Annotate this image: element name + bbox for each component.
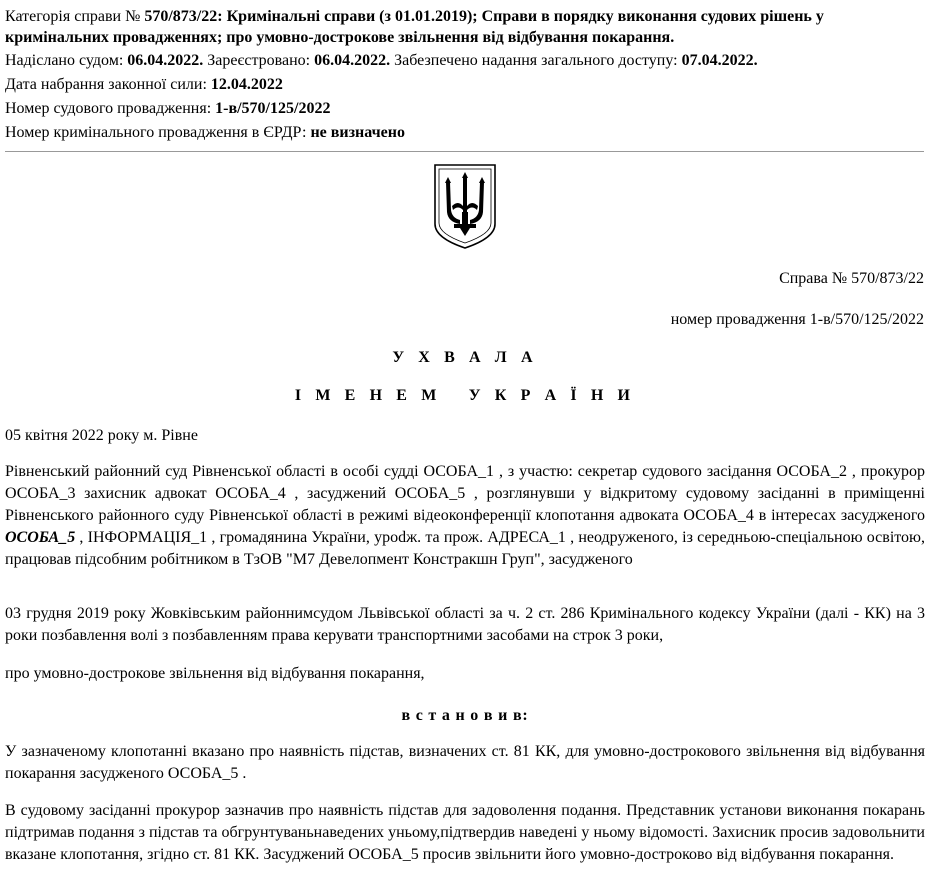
convict-name: ОСОБА_5 bbox=[5, 529, 76, 546]
erdr-number bbox=[5, 122, 925, 143]
force-value: 12.04.2022 bbox=[210, 76, 283, 93]
access-label: Забезпечено надання загального доступу: bbox=[394, 52, 678, 69]
access-value: 07.04.2022. bbox=[681, 52, 758, 69]
registered-value: 06.04.2022. bbox=[314, 52, 391, 69]
date-place: 05 квітня 2022 року м. Рівне bbox=[5, 427, 198, 444]
paragraph-intro bbox=[5, 461, 925, 571]
document-title: У Х В А Л А bbox=[392, 349, 538, 366]
proceeding-value: 1-в/570/125/2022 bbox=[215, 100, 331, 117]
case-category-label: Категорія справи № bbox=[5, 8, 141, 25]
paragraph-hearing: В судовому засіданні прокурор зазначив про наявність підстав для задоволення подання. Представник установи виконання покарань підтримав подання з підстав та обгрунтуваньнаведених уньому,підтвердив наведені у ньому відомості. Захисник просив задовольнити вказане клопотання, згідно ст. 81 КК. Засуджений ОСОБА_5 просив звільнити його умовно-достроково від відбування покарання. bbox=[5, 802, 925, 863]
divider bbox=[5, 151, 924, 152]
proceeding-number: номер провадження 1-в/570/125/2022 bbox=[670, 311, 924, 328]
proceeding-label: Номер судового провадження: bbox=[5, 100, 212, 117]
trident-emblem-icon bbox=[432, 162, 498, 250]
paragraph-intro-text-a: Рівненський районний суд Рівненської області в особі судді ОСОБА_1 , з участю: секретар судового засідання ОСОБА_2 , прокурор ОСОБА_3 захисник адвокат ОСОБА_4 , засуджений ОСОБА_5 , розглянувши у відкритому судовому засіданні в приміщенні Рівненського районного суду Рівненської області в режимі відеоконференції клопотання адвоката ОСОБА_4 в інтересах засудженого bbox=[5, 463, 925, 524]
erdr-value: не визначено bbox=[310, 124, 405, 141]
paragraph-intro-text-b: , ІНФОРМАЦІЯ_1 , громадянина України, урodж. та прож. АДРЕСА_1 , неодруженого, із середньою-спеціальною освітою, працював підсобним робітником в ТзОВ "М7 Девелопмент Констракшн Груп", засудженого bbox=[5, 529, 925, 568]
paragraph-motion: У зазначеному клопотанні вказано про наявність підстав, визначених ст. 81 КК, для умовно-дострокового звільнення від відбування покарання засудженого ОСОБА_5 . bbox=[5, 743, 925, 782]
established-heading: в с т а н о в и в: bbox=[401, 707, 529, 724]
registered-label: Зареєстровано: bbox=[207, 52, 311, 69]
case-number: Справа № 570/873/22 bbox=[779, 270, 924, 287]
case-category bbox=[5, 6, 925, 48]
sent-value: 06.04.2022. bbox=[127, 52, 204, 69]
case-dates bbox=[5, 50, 925, 71]
sent-label: Надіслано судом: bbox=[5, 52, 124, 69]
force-label: Дата набрання законної сили: bbox=[5, 76, 207, 93]
court-proceeding-number bbox=[5, 98, 925, 119]
case-category-value: 570/873/22: Кримінальні справи (з 01.01.2019); Справи в порядку виконання судових рішень у кримінальних провадженнях; про умовно-дострокове звільнення від відбування покарання. bbox=[5, 8, 824, 46]
erdr-label: Номер кримінального провадження в ЄРДР: bbox=[5, 124, 307, 141]
paragraph-subject: про умовно-дострокове звільнення від відбування покарання, bbox=[5, 665, 425, 682]
legal-force-date bbox=[5, 74, 925, 95]
document-subtitle: І М Е Н Е М У К Р А Ї Н И bbox=[294, 387, 636, 404]
case-metadata bbox=[5, 6, 925, 143]
paragraph-sentence: 03 грудня 2019 року Жовківським районнимсудом Львівської області за ч. 2 ст. 286 Кримінального кодексу України (далі - КК) на 3 роки позбавлення волі з позбавленням права керувати транспортними засобами на строк 3 роки, bbox=[5, 605, 925, 644]
